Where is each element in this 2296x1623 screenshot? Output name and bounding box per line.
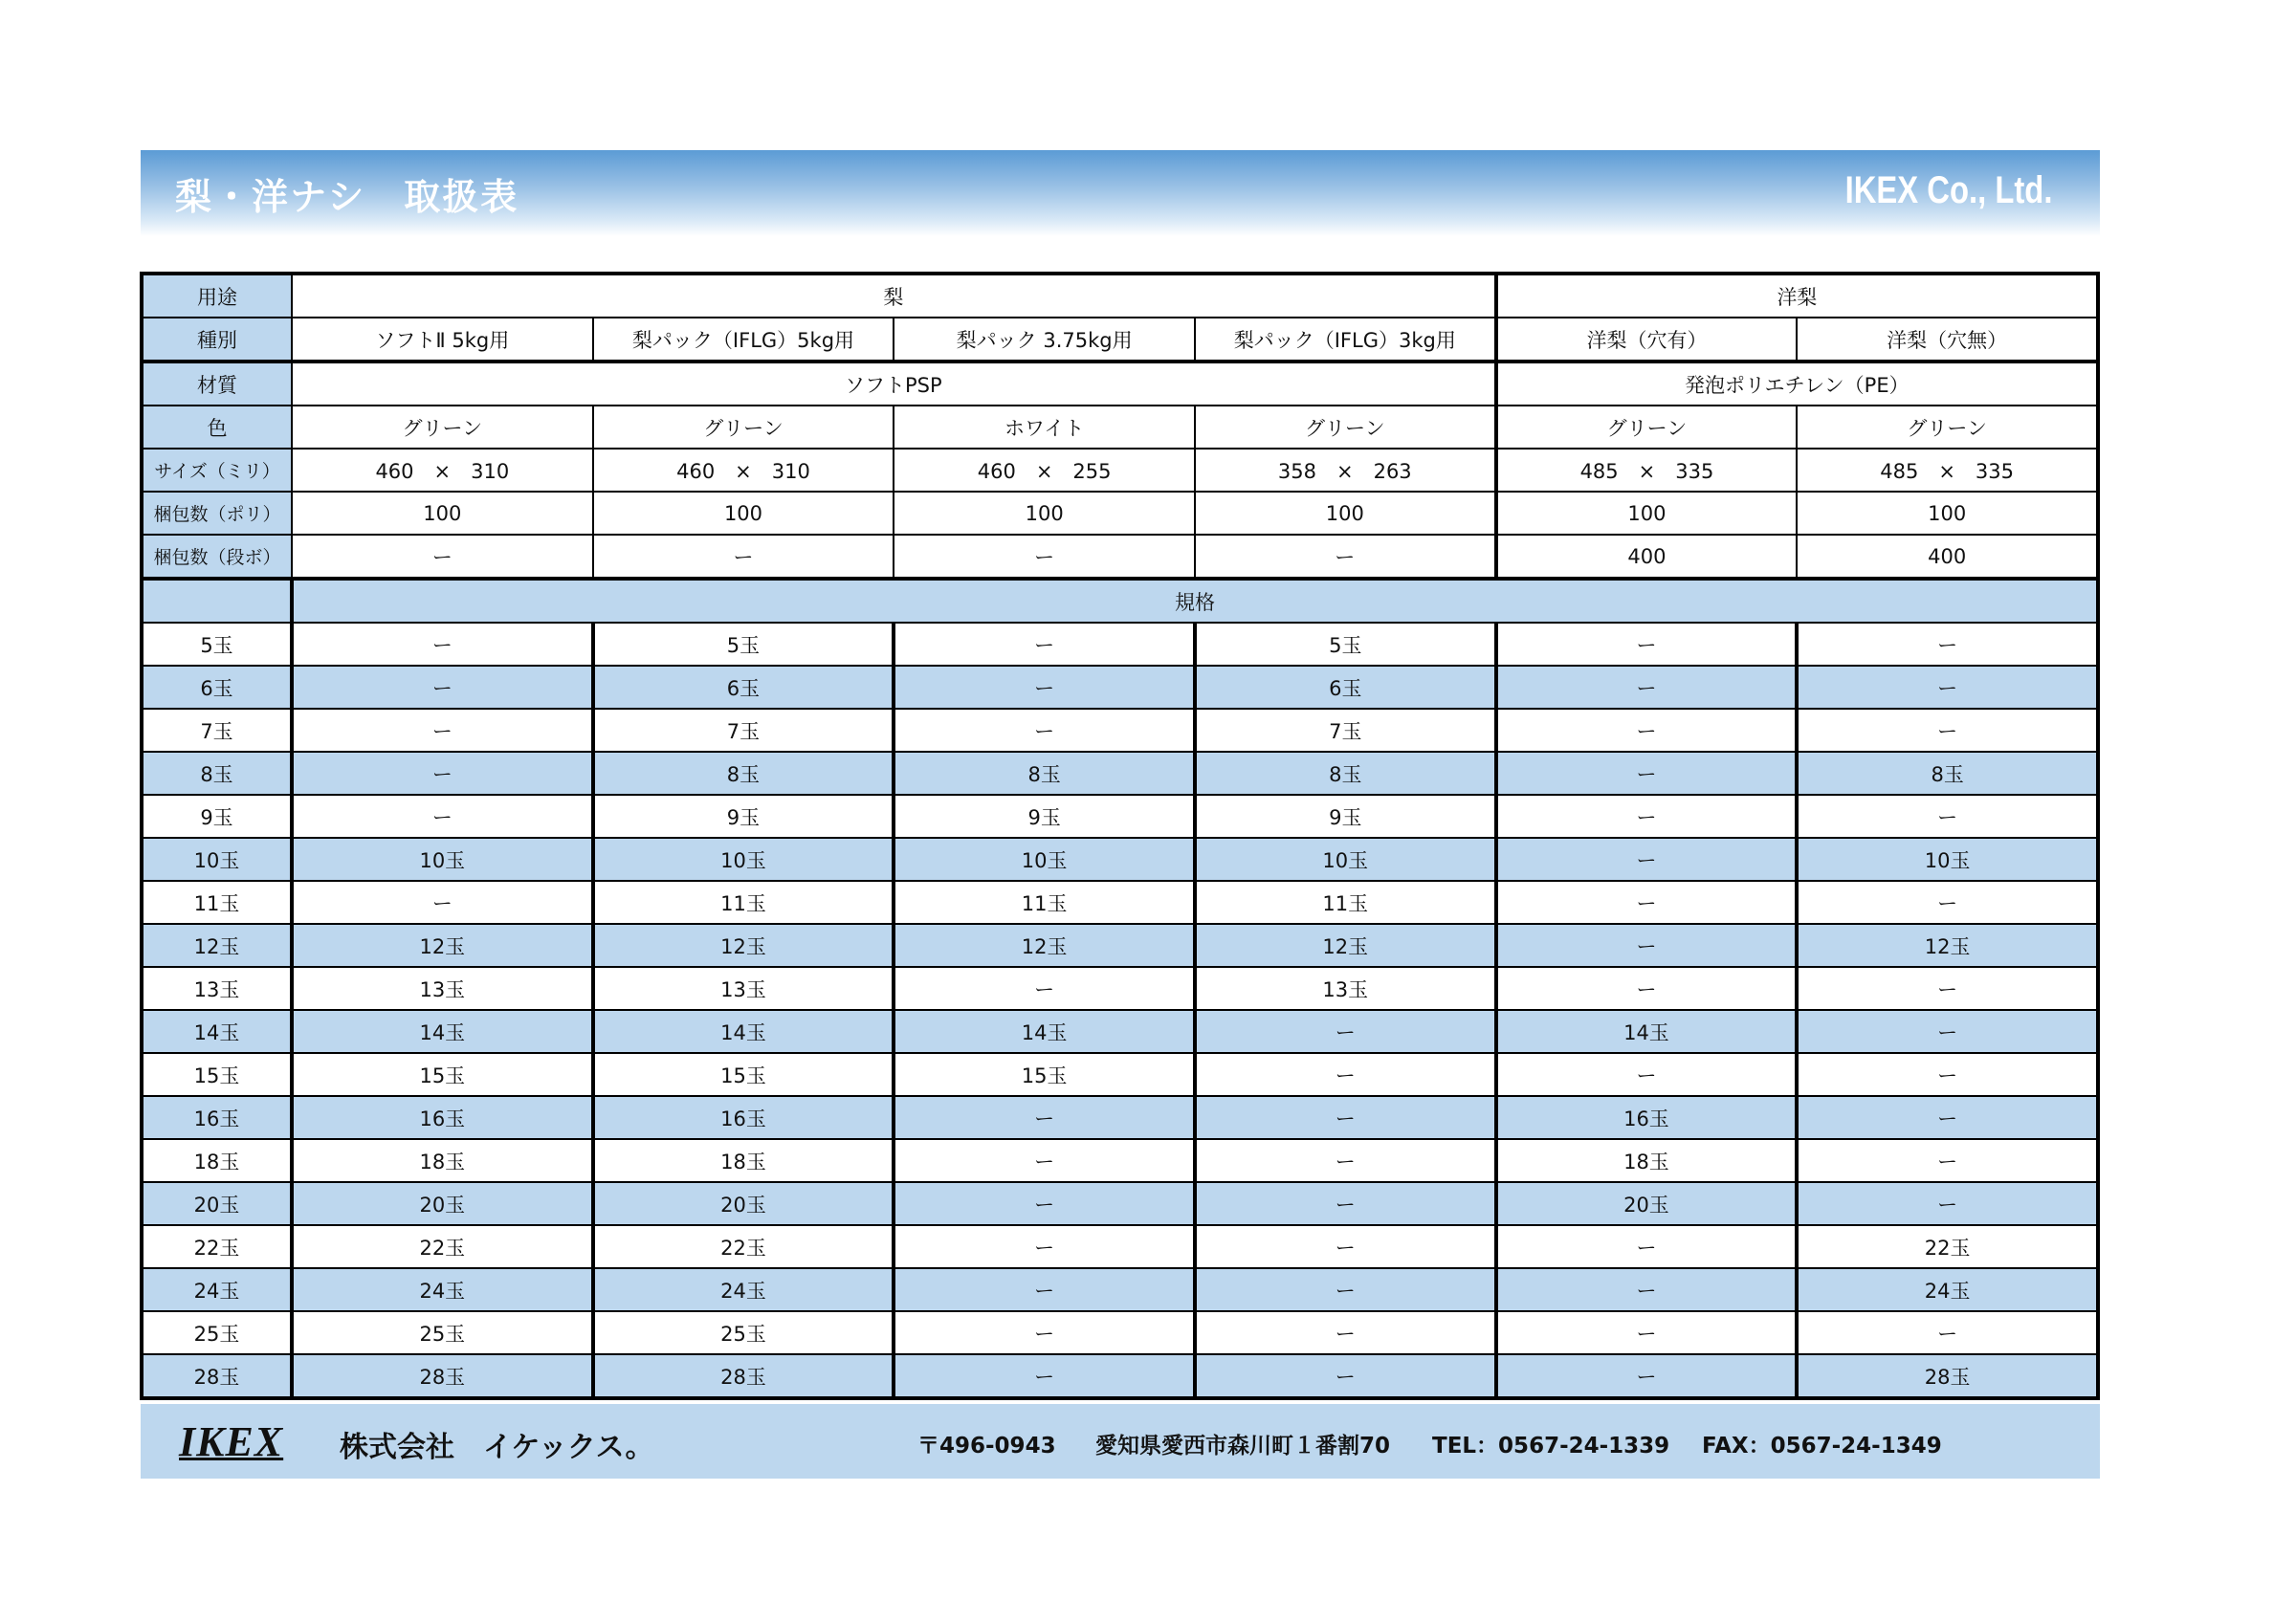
spec-cell: ー: [894, 1311, 1195, 1354]
spec-row: [142, 924, 2098, 967]
spec-row-label: 18玉: [142, 1139, 292, 1182]
spec-cell: ー: [1797, 967, 2098, 1010]
spec-header-blank: [142, 579, 292, 623]
pack-poly-cell: 100: [1797, 492, 2098, 535]
row-label-size: サイズ（ミリ）: [142, 449, 292, 492]
spec-row: [142, 838, 2098, 881]
spec-cell: 18玉: [593, 1139, 894, 1182]
spec-cell: 24玉: [1797, 1268, 2098, 1311]
spec-cell: ー: [1496, 967, 1798, 1010]
spec-cell: ー: [1797, 1010, 2098, 1053]
spec-cell: 14玉: [292, 1010, 593, 1053]
spec-row: [142, 623, 2098, 666]
spec-cell: 28玉: [1797, 1354, 2098, 1398]
spec-row: [142, 967, 2098, 1010]
footer-company-name: 株式会社 イケックス。: [340, 1431, 654, 1464]
spec-cell: ー: [894, 967, 1195, 1010]
spec-cell: ー: [1797, 1096, 2098, 1139]
spec-row: [142, 1268, 2098, 1311]
footer-postal-code: 〒496-0943: [917, 1434, 1056, 1459]
spec-cell: 8玉: [1195, 752, 1496, 795]
spec-cell: 20玉: [292, 1182, 593, 1225]
spec-row-label: 7玉: [142, 709, 292, 752]
spec-cell: ー: [1496, 709, 1798, 752]
size-cell: 358 × 263: [1195, 449, 1496, 492]
spec-cell: 13玉: [1195, 967, 1496, 1010]
spec-cell: ー: [1496, 623, 1798, 666]
company-name: IKEX Co., Ltd.: [1844, 169, 2052, 211]
spec-cell: ー: [1797, 1053, 2098, 1096]
spec-row: [142, 1139, 2098, 1182]
spec-cell: 22玉: [593, 1225, 894, 1268]
spec-row-label: 13玉: [142, 967, 292, 1010]
row-label-type: 種別: [142, 318, 292, 362]
material-cell: 発泡ポリエチレン（PE）: [1496, 362, 2098, 406]
spec-cell: ー: [894, 1139, 1195, 1182]
pack-box-cell: ー: [292, 535, 593, 579]
pack-box-cell: 400: [1797, 535, 2098, 579]
size-cell: 460 × 310: [292, 449, 593, 492]
spec-header: 規格: [292, 579, 2098, 623]
type-cell: 梨パック（IFLG）3kg用: [1195, 318, 1496, 362]
spec-row: [142, 1311, 2098, 1354]
spec-cell: ー: [1195, 1268, 1496, 1311]
spec-cell: 10玉: [593, 838, 894, 881]
spec-row-label: 11玉: [142, 881, 292, 924]
spec-cell: ー: [1496, 1311, 1798, 1354]
spec-cell: ー: [1797, 1139, 2098, 1182]
spec-cell: 25玉: [292, 1311, 593, 1354]
color-row: [142, 406, 2098, 449]
spec-cell: ー: [1496, 795, 1798, 838]
spec-cell: ー: [1797, 1182, 2098, 1225]
color-cell: ホワイト: [894, 406, 1195, 449]
spec-cell: 22玉: [1797, 1225, 2098, 1268]
spec-cell: 11玉: [593, 881, 894, 924]
spec-cell: ー: [894, 1225, 1195, 1268]
type-row: [142, 318, 2098, 362]
spec-row: [142, 709, 2098, 752]
spec-cell: 10玉: [1797, 838, 2098, 881]
spec-row: [142, 1053, 2098, 1096]
size-cell: 485 × 335: [1496, 449, 1798, 492]
spec-cell: 18玉: [292, 1139, 593, 1182]
spec-cell: ー: [894, 1354, 1195, 1398]
color-cell: グリーン: [1195, 406, 1496, 449]
spec-cell: 25玉: [593, 1311, 894, 1354]
spec-cell: ー: [894, 1182, 1195, 1225]
spec-cell: ー: [1496, 924, 1798, 967]
spec-header-row: [142, 579, 2098, 623]
footer-fax: FAX：0567-24-1349: [1702, 1434, 1942, 1459]
spec-cell: ー: [1195, 1311, 1496, 1354]
type-cell: 梨パック 3.75kg用: [894, 318, 1195, 362]
spec-cell: 8玉: [894, 752, 1195, 795]
spec-cell: 8玉: [1797, 752, 2098, 795]
spec-cell: 7玉: [593, 709, 894, 752]
pack-box-cell: ー: [894, 535, 1195, 579]
spec-cell: 14玉: [894, 1010, 1195, 1053]
spec-cell: ー: [1797, 1311, 2098, 1354]
type-cell: 洋梨（穴無）: [1797, 318, 2098, 362]
spec-row: [142, 1010, 2098, 1053]
row-label-color: 色: [142, 406, 292, 449]
pack-poly-cell: 100: [593, 492, 894, 535]
pack-poly-row: [142, 492, 2098, 535]
spec-row-label: 24玉: [142, 1268, 292, 1311]
pack-poly-cell: 100: [1496, 492, 1798, 535]
material-cell: ソフトPSP: [292, 362, 1496, 406]
spec-cell: 12玉: [1797, 924, 2098, 967]
spec-row-label: 9玉: [142, 795, 292, 838]
spec-cell: ー: [894, 623, 1195, 666]
row-label-pack-poly: 梱包数（ポリ）: [142, 492, 292, 535]
spec-cell: ー: [1195, 1053, 1496, 1096]
spec-cell: ー: [1195, 1139, 1496, 1182]
spec-cell: ー: [1496, 752, 1798, 795]
spec-cell: 5玉: [1195, 623, 1496, 666]
spec-cell: ー: [1797, 623, 2098, 666]
spec-row-label: 25玉: [142, 1311, 292, 1354]
spec-row: [142, 752, 2098, 795]
spec-cell: ー: [1195, 1182, 1496, 1225]
spec-cell: 10玉: [1195, 838, 1496, 881]
size-cell: 460 × 310: [593, 449, 894, 492]
spec-cell: 18玉: [1496, 1139, 1798, 1182]
pack-poly-cell: 100: [894, 492, 1195, 535]
usage-row: [142, 274, 2098, 318]
header-banner: [141, 150, 2100, 236]
spec-cell: ー: [292, 881, 593, 924]
spec-cell: ー: [1195, 1096, 1496, 1139]
spec-cell: 10玉: [292, 838, 593, 881]
color-cell: グリーン: [593, 406, 894, 449]
spec-cell: 12玉: [1195, 924, 1496, 967]
spec-row: [142, 795, 2098, 838]
spec-cell: ー: [1797, 881, 2098, 924]
product-table: [140, 272, 2100, 1400]
spec-cell: 6玉: [593, 666, 894, 709]
spec-cell: 15玉: [593, 1053, 894, 1096]
spec-cell: 16玉: [593, 1096, 894, 1139]
spec-cell: 20玉: [593, 1182, 894, 1225]
spec-cell: ー: [894, 666, 1195, 709]
spec-cell: 22玉: [292, 1225, 593, 1268]
footer: [141, 1404, 2100, 1479]
spec-row-label: 12玉: [142, 924, 292, 967]
spec-cell: ー: [1797, 795, 2098, 838]
row-label-usage: 用途: [142, 274, 292, 318]
spec-cell: ー: [1496, 838, 1798, 881]
spec-cell: ー: [1797, 709, 2098, 752]
spec-cell: 15玉: [894, 1053, 1195, 1096]
spec-cell: 12玉: [593, 924, 894, 967]
page-title: 梨・洋ナシ 取扱表: [175, 176, 519, 218]
spec-row: [142, 1225, 2098, 1268]
spec-row-label: 28玉: [142, 1354, 292, 1398]
spec-cell: 6玉: [1195, 666, 1496, 709]
spec-cell: ー: [1195, 1354, 1496, 1398]
color-cell: グリーン: [1496, 406, 1798, 449]
spec-row-label: 8玉: [142, 752, 292, 795]
spec-row: [142, 666, 2098, 709]
spec-cell: ー: [1496, 1354, 1798, 1398]
spec-cell: ー: [1496, 881, 1798, 924]
spec-cell: 16玉: [292, 1096, 593, 1139]
spec-cell: 7玉: [1195, 709, 1496, 752]
spec-row-label: 14玉: [142, 1010, 292, 1053]
spec-row-label: 22玉: [142, 1225, 292, 1268]
spec-cell: ー: [1195, 1010, 1496, 1053]
spec-row-label: 16玉: [142, 1096, 292, 1139]
spec-cell: 13玉: [292, 967, 593, 1010]
spec-cell: 24玉: [292, 1268, 593, 1311]
size-cell: 485 × 335: [1797, 449, 2098, 492]
spec-row-label: 20玉: [142, 1182, 292, 1225]
spec-cell: ー: [292, 709, 593, 752]
spec-cell: 15玉: [292, 1053, 593, 1096]
spec-row-label: 6玉: [142, 666, 292, 709]
ikex-logo: IKEX: [179, 1418, 284, 1465]
type-cell: ソフトⅡ 5kg用: [292, 318, 593, 362]
spec-row: [142, 1354, 2098, 1398]
pack-poly-cell: 100: [292, 492, 593, 535]
pack-box-cell: ー: [1195, 535, 1496, 579]
usage-pear: 梨: [292, 274, 1496, 318]
spec-cell: 13玉: [593, 967, 894, 1010]
size-row: [142, 449, 2098, 492]
type-cell: 梨パック（IFLG）5kg用: [593, 318, 894, 362]
spec-cell: 11玉: [894, 881, 1195, 924]
pack-box-cell: 400: [1496, 535, 1798, 579]
spec-cell: ー: [894, 709, 1195, 752]
spec-cell: ー: [1195, 1225, 1496, 1268]
type-cell: 洋梨（穴有）: [1496, 318, 1798, 362]
spec-cell: 12玉: [894, 924, 1195, 967]
pack-poly-cell: 100: [1195, 492, 1496, 535]
pack-box-row: [142, 535, 2098, 579]
spec-cell: 10玉: [894, 838, 1195, 881]
spec-cell: 20玉: [1496, 1182, 1798, 1225]
spec-row: [142, 1182, 2098, 1225]
spec-row: [142, 1096, 2098, 1139]
spec-cell: ー: [1496, 1268, 1798, 1311]
spec-cell: 24玉: [593, 1268, 894, 1311]
spec-cell: 14玉: [593, 1010, 894, 1053]
pack-box-cell: ー: [593, 535, 894, 579]
spec-cell: 12玉: [292, 924, 593, 967]
spec-row-label: 15玉: [142, 1053, 292, 1096]
spec-cell: ー: [894, 1268, 1195, 1311]
material-row: [142, 362, 2098, 406]
spec-cell: ー: [1496, 1225, 1798, 1268]
spec-cell: ー: [292, 795, 593, 838]
spec-cell: 11玉: [1195, 881, 1496, 924]
spec-cell: ー: [1797, 666, 2098, 709]
spec-cell: 9玉: [593, 795, 894, 838]
spec-cell: 16玉: [1496, 1096, 1798, 1139]
spec-cell: ー: [1496, 666, 1798, 709]
color-cell: グリーン: [1797, 406, 2098, 449]
usage-western-pear: 洋梨: [1496, 274, 2098, 318]
spec-cell: 14玉: [1496, 1010, 1798, 1053]
spec-cell: ー: [894, 1096, 1195, 1139]
spec-cell: ー: [1496, 1053, 1798, 1096]
spec-cell: ー: [292, 623, 593, 666]
spec-row: [142, 881, 2098, 924]
spec-cell: 8玉: [593, 752, 894, 795]
row-label-pack-box: 梱包数（段ボ）: [142, 535, 292, 579]
footer-address: 愛知県愛西市森川町１番割70: [1095, 1434, 1391, 1459]
size-cell: 460 × 255: [894, 449, 1195, 492]
spec-cell: ー: [292, 666, 593, 709]
spec-cell: 9玉: [894, 795, 1195, 838]
spec-cell: 28玉: [292, 1354, 593, 1398]
color-cell: グリーン: [292, 406, 593, 449]
spec-row-label: 10玉: [142, 838, 292, 881]
row-label-material: 材質: [142, 362, 292, 406]
spec-cell: 5玉: [593, 623, 894, 666]
spec-row-label: 5玉: [142, 623, 292, 666]
footer-tel: TEL：0567-24-1339: [1432, 1434, 1670, 1459]
spec-cell: 9玉: [1195, 795, 1496, 838]
spec-cell: 28玉: [593, 1354, 894, 1398]
spec-cell: ー: [292, 752, 593, 795]
